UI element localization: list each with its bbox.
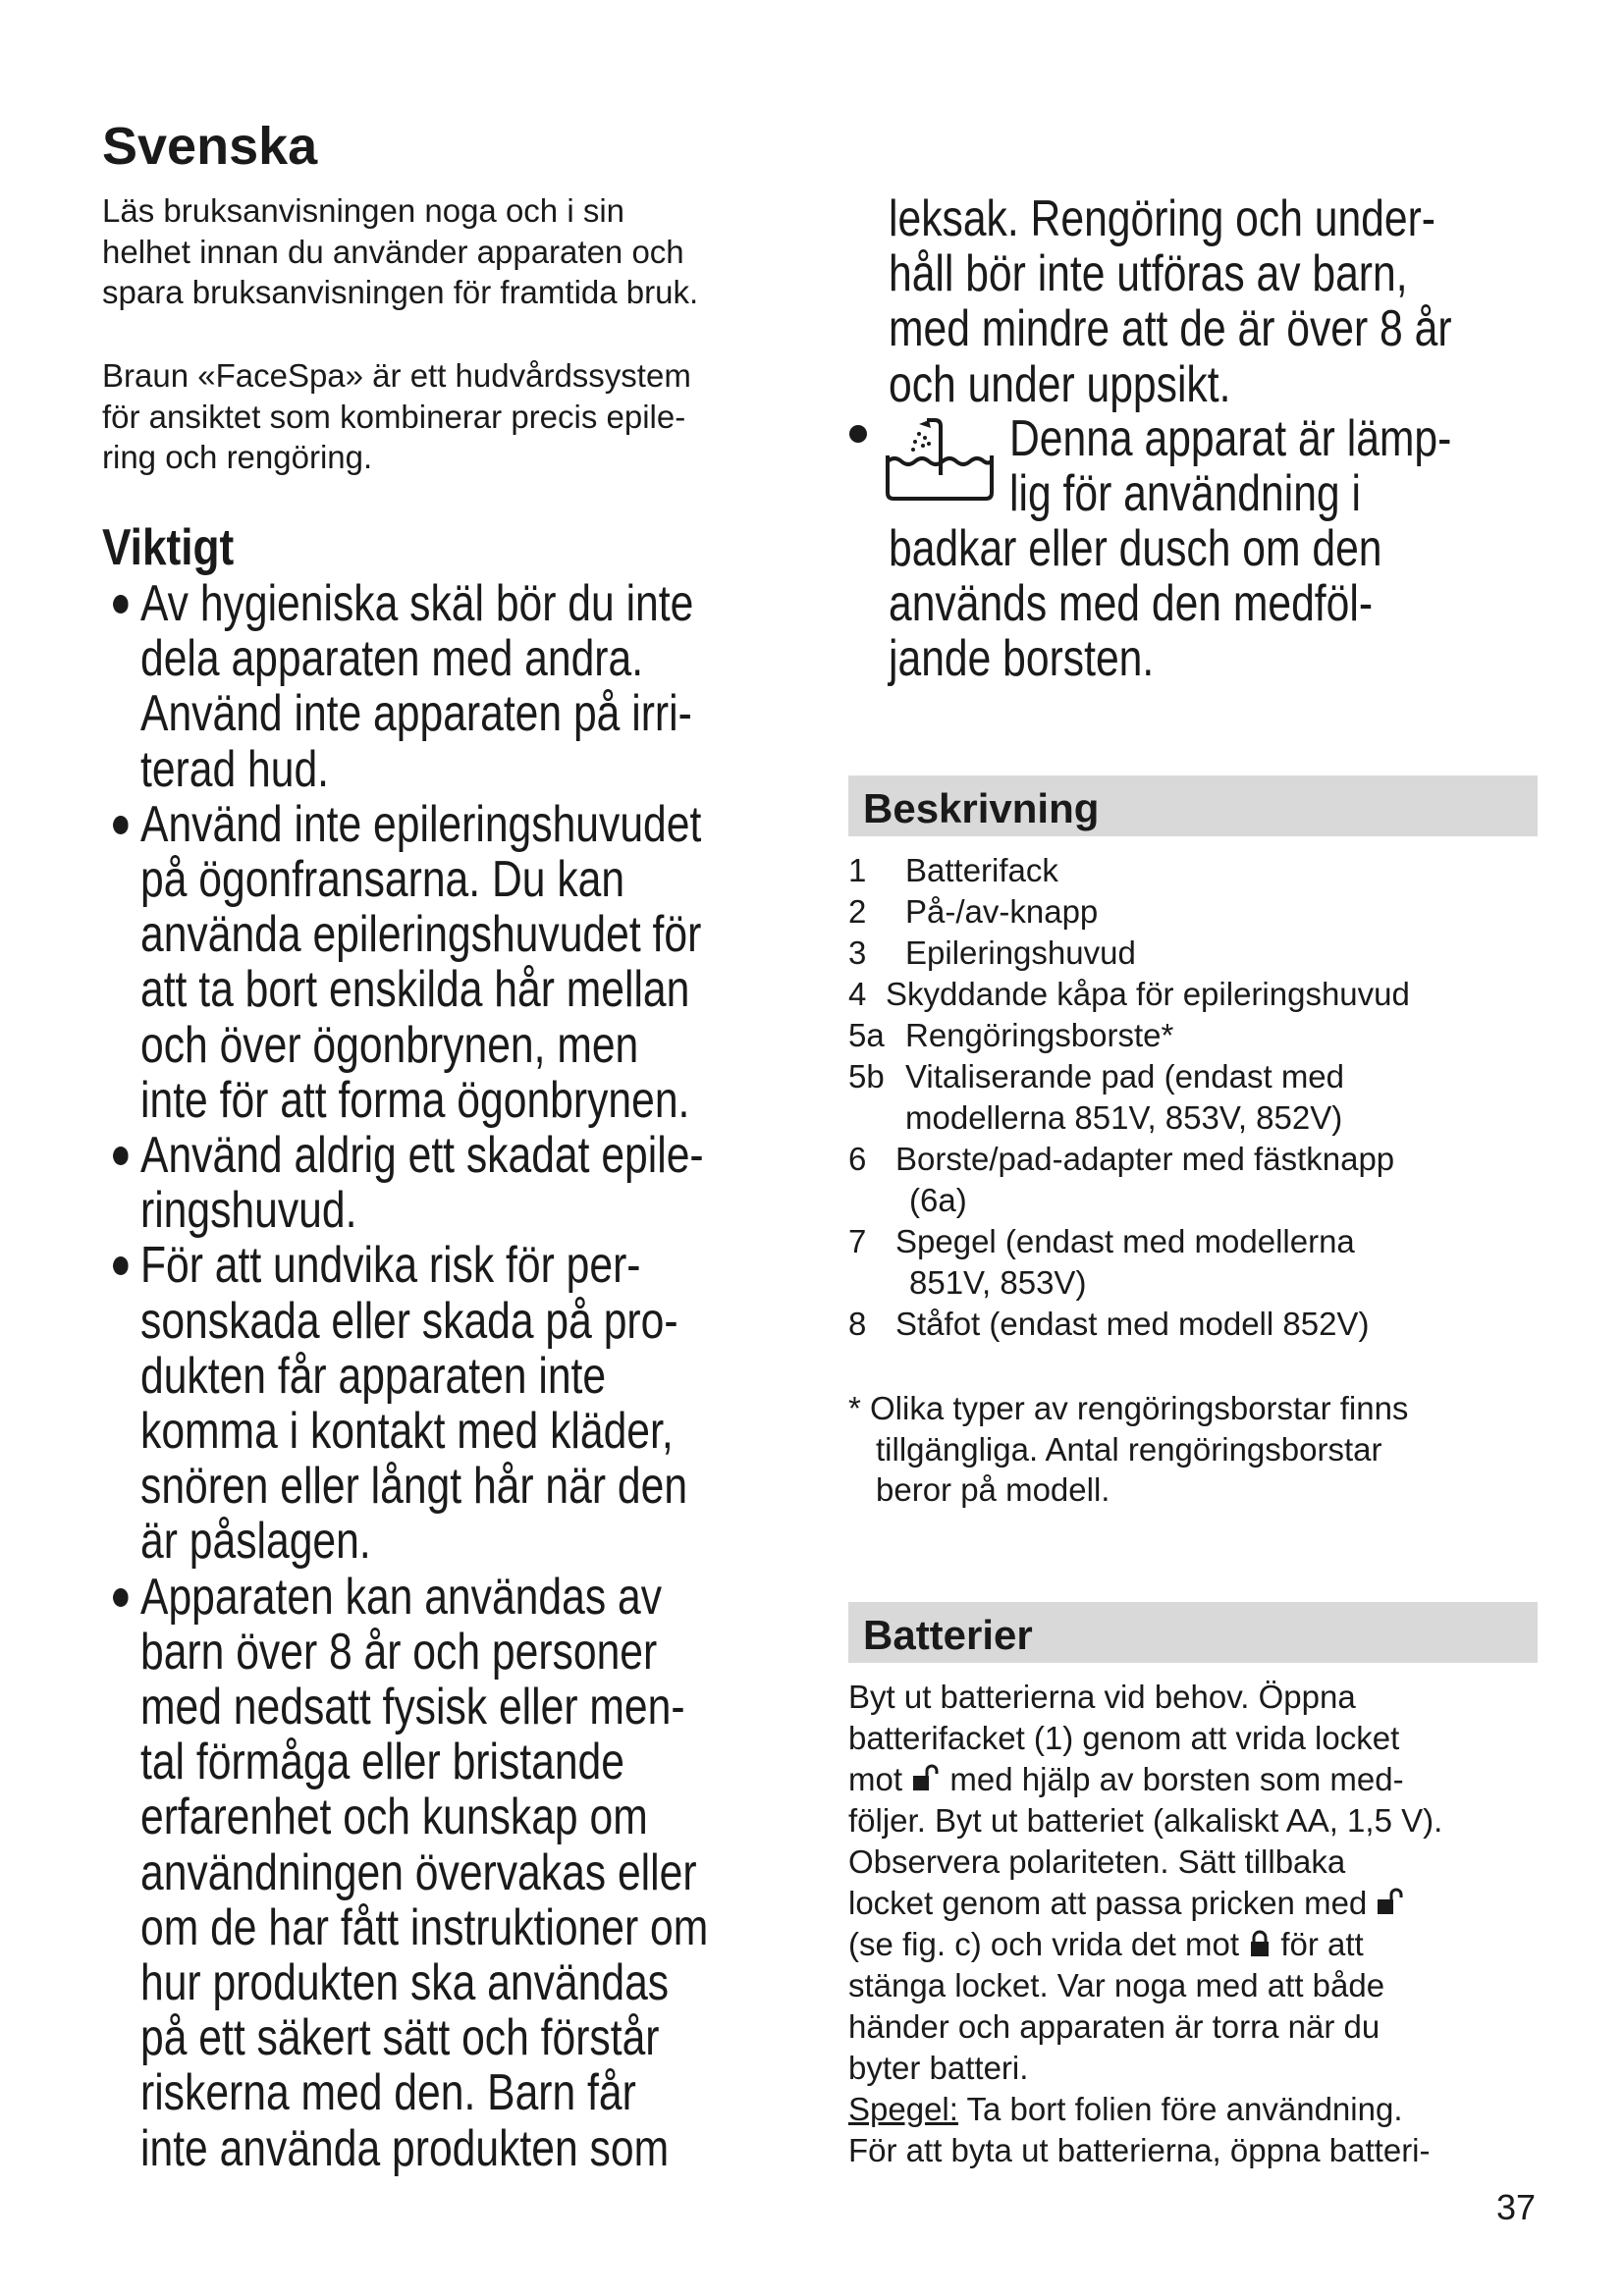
- text-line: tal förmåga eller bristande: [140, 1734, 624, 1791]
- item-number: 2: [848, 893, 867, 930]
- text-line: badkar eller dusch om den: [889, 520, 1382, 577]
- text-line: riskerna med den. Barn får: [140, 2064, 636, 2122]
- text-line: Observera polariteten. Sätt tillbaka: [848, 1843, 1346, 1880]
- text: (se fig. c) och vrida det mot: [848, 1926, 1239, 1962]
- bath-bullet-rest: [889, 521, 1382, 687]
- item-number: [848, 1262, 909, 1304]
- text-line: Använd inte apparaten på irri-: [140, 685, 692, 743]
- text-line: dela apparaten med andra.: [140, 630, 644, 688]
- text: med hjälp av borsten som med-: [949, 1761, 1404, 1797]
- bullet-dot: [113, 816, 129, 834]
- text-line: terad hud.: [140, 740, 330, 798]
- text-line: beror på modell.: [876, 1471, 1110, 1509]
- text-line: för ansiktet som kombinerar precis epile-: [102, 398, 686, 435]
- text-line: inte för att forma ögonbrynen.: [140, 1071, 690, 1129]
- list-item: [848, 1304, 1410, 1345]
- section-heading: Beskrivning: [863, 785, 1100, 831]
- text-line: på ett säkert sätt och förstår: [140, 2009, 660, 2067]
- text-line: spara bruksanvisningen för framtida bruk.: [102, 274, 699, 311]
- item-label: Batterifack: [905, 852, 1058, 888]
- text-line: För att byta ut batterierna, öppna batteri-: [848, 2132, 1431, 2168]
- unlock-icon: [1376, 1888, 1405, 1917]
- item-number: 5b: [848, 1058, 885, 1095]
- list-item: [848, 850, 1410, 891]
- lock-icon: [1248, 1929, 1272, 1958]
- bullet-item: [140, 797, 708, 1128]
- item-number: 7: [848, 1223, 867, 1259]
- bullet-item: [140, 1570, 708, 2176]
- item-label: Ståfot (endast med modell 852V): [895, 1306, 1370, 1342]
- unlock-icon: [911, 1764, 941, 1793]
- text-line: Använd inte epileringshuvudet: [140, 795, 702, 853]
- item-label: modellerna 851V, 853V, 852V): [905, 1099, 1343, 1136]
- list-item: [848, 1015, 1410, 1056]
- item-label: (6a): [909, 1182, 967, 1218]
- section-heading-important: Viktigt: [102, 519, 235, 576]
- text-line: ringshuvud.: [140, 1182, 357, 1240]
- important-bullet-list: [140, 576, 708, 2176]
- item-number: 8: [848, 1306, 867, 1342]
- batteries-text: [848, 1677, 1442, 2171]
- item-number: [848, 1097, 905, 1139]
- text-line: Använd aldrig ett skadat epile-: [140, 1127, 704, 1185]
- text-line: och under uppsikt.: [889, 355, 1231, 413]
- text-line: håll bör inte utföras av barn,: [889, 245, 1408, 303]
- bullet-dot: [113, 1588, 129, 1607]
- text-line: Apparaten kan användas av: [140, 1568, 663, 1626]
- text-line: Byt ut batterierna vid behov. Öppna: [848, 1679, 1356, 1715]
- item-number: 6: [848, 1141, 867, 1177]
- bullet-item: [140, 1128, 708, 1238]
- text-line: om de har fått instruktioner om: [140, 1898, 709, 1956]
- text-line: byter batteri.: [848, 2050, 1029, 2086]
- text: mot: [848, 1761, 903, 1797]
- list-item: [848, 1139, 1410, 1180]
- text-line: lig för användning i: [1009, 465, 1361, 523]
- section-header-description: [848, 775, 1538, 836]
- text-line: [848, 1759, 1442, 1800]
- item-number: 3: [848, 934, 867, 971]
- list-item: [848, 1180, 1410, 1221]
- text-line: helhet innan du använder apparaten och: [102, 233, 684, 270]
- text-line: Braun «FaceSpa» är ett hudvårdssystem: [102, 357, 691, 394]
- bullet-dot: [113, 1147, 129, 1165]
- text-line: * Olika typer av rengöringsborstar finns: [848, 1390, 1409, 1426]
- text-line: batterifacket (1) genom att vrida locket: [848, 1720, 1400, 1756]
- item-label: Epileringshuvud: [905, 934, 1136, 971]
- item-label: Rengöringsborste*: [905, 1017, 1174, 1053]
- important-continued: [889, 191, 1452, 412]
- item-label: På-/av-knapp: [905, 893, 1099, 930]
- text-line: Av hygieniska skäl bör du inte: [140, 575, 694, 632]
- intro-paragraph-2: [102, 355, 691, 478]
- text-line: ring och rengöring.: [102, 439, 373, 476]
- text-line: och över ögonbrynen, men: [140, 1016, 639, 1074]
- list-item: [848, 933, 1410, 974]
- page-title: Svenska: [102, 117, 318, 176]
- text-line: snören eller långt hår när den: [140, 1458, 688, 1516]
- text-line: inte använda produkten som: [140, 2119, 670, 2177]
- text-line: på ögonfransarna. Du kan: [140, 851, 625, 909]
- bullet-dot: [113, 595, 129, 614]
- text-line: erfarenhet och kunskap om: [140, 1789, 648, 1846]
- text: Ta bort folien före användning.: [966, 2091, 1403, 2127]
- text-line: leksak. Rengöring och under-: [889, 190, 1436, 247]
- text-line: [848, 2089, 1442, 2130]
- item-label: Skyddande kåpa för epileringshuvud: [886, 976, 1410, 1012]
- section-header-batteries: [848, 1602, 1538, 1663]
- item-label: Spegel (endast med modellerna: [895, 1223, 1355, 1259]
- text: för att: [1280, 1926, 1364, 1962]
- mirror-label: Spegel:: [848, 2091, 958, 2127]
- text-line: användningen övervakas eller: [140, 1843, 697, 1901]
- text-line: dukten får apparaten inte: [140, 1347, 607, 1405]
- item-number: [848, 1180, 909, 1221]
- text-line: sonskada eller skada på pro-: [140, 1292, 678, 1350]
- list-item: [848, 1221, 1410, 1262]
- list-item: [848, 974, 1410, 1015]
- list-item: [848, 1097, 1410, 1139]
- text-line: följer. Byt ut batteriet (alkaliskt AA, 1,5 V).: [848, 1802, 1443, 1839]
- text-line: med mindre att de är över 8 år: [889, 300, 1452, 358]
- item-number: 5a: [848, 1017, 885, 1053]
- list-item: [848, 1262, 1410, 1304]
- item-number: 4: [848, 976, 867, 1012]
- bath-bullet-first-lines: [1009, 411, 1451, 521]
- item-label: Vitaliserande pad (endast med: [905, 1058, 1345, 1095]
- text-line: Denna apparat är lämp-: [1009, 410, 1452, 467]
- text-line: händer och apparaten är torra när du: [848, 2008, 1380, 2045]
- item-label: Borste/pad-adapter med fästknapp: [895, 1141, 1395, 1177]
- text-line: är påslagen.: [140, 1513, 371, 1571]
- intro-paragraph-1: [102, 190, 698, 313]
- page-number: 37: [1495, 2187, 1536, 2227]
- text-line: stänga locket. Var noga med att både: [848, 1967, 1385, 2003]
- text-line: jande borsten.: [889, 630, 1155, 688]
- bullet-dot: [849, 425, 867, 443]
- text-line: använda epileringshuvudet för: [140, 906, 702, 964]
- list-item: [848, 891, 1410, 933]
- text: locket genom att passa pricken med: [848, 1885, 1368, 1921]
- text-line: Läs bruksanvisningen noga och i sin: [102, 192, 625, 229]
- parts-list: [848, 850, 1410, 1345]
- text-line: att ta bort enskilda hår mellan: [140, 961, 690, 1019]
- text-line: hur produkten ska användas: [140, 1954, 670, 2012]
- text-line: komma i kontakt med kläder,: [140, 1403, 674, 1461]
- list-item: [848, 1056, 1410, 1097]
- bullet-item: [140, 1238, 708, 1569]
- text-line: [848, 1883, 1442, 1924]
- text-line: med nedsatt fysisk eller men-: [140, 1679, 685, 1736]
- text-line: [848, 1924, 1442, 1965]
- text-line: barn över 8 år och personer: [140, 1623, 658, 1681]
- text-line: tillgängliga. Antal rengöringsborstar: [876, 1430, 1382, 1468]
- bullet-item: [140, 576, 708, 797]
- item-number: 1: [848, 852, 867, 888]
- text-line: För att undvika risk för per-: [140, 1237, 641, 1295]
- item-label: 851V, 853V): [909, 1264, 1087, 1301]
- bullet-dot: [113, 1256, 129, 1275]
- bath-shower-icon: [884, 414, 1001, 505]
- text-line: används med den medföl-: [889, 575, 1374, 633]
- section-heading: Batterier: [863, 1612, 1033, 1658]
- footnote: [848, 1388, 1408, 1511]
